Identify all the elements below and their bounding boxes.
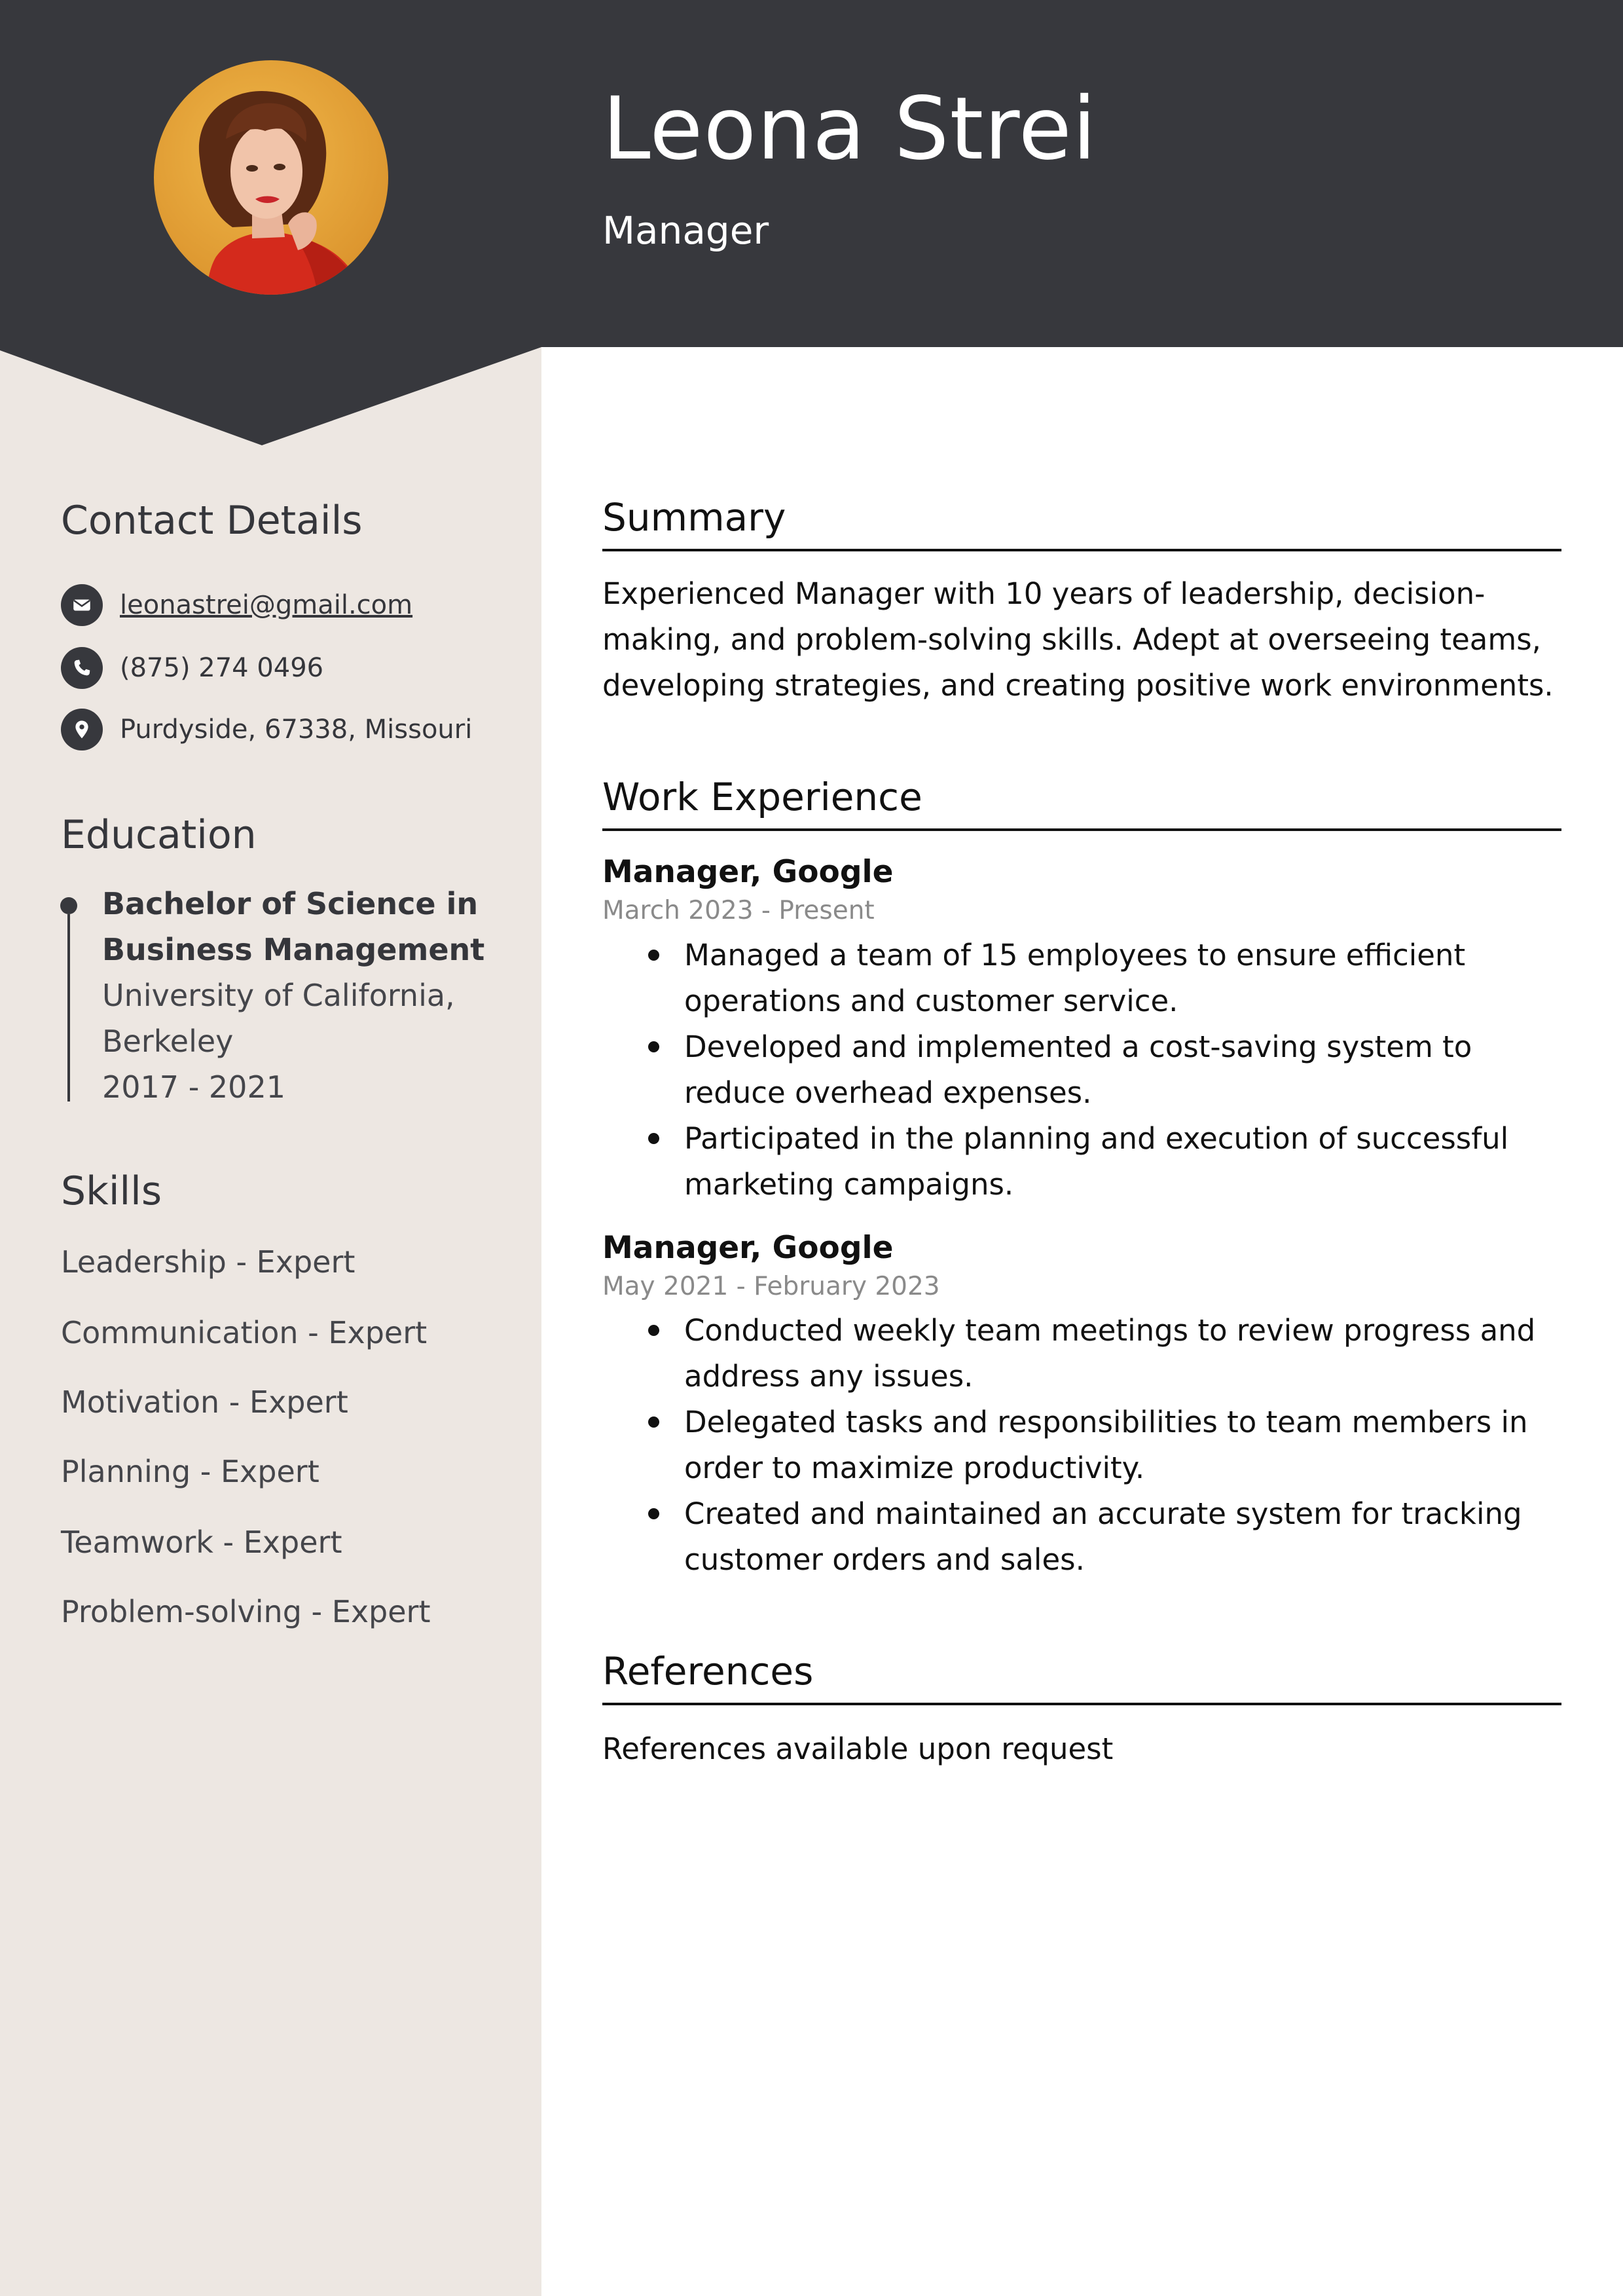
education-degree: Bachelor of Science in Business Management — [102, 886, 485, 967]
education-years: 2017 - 2021 — [102, 1069, 285, 1105]
skill-item: Planning - Expert — [61, 1454, 319, 1489]
references-heading: References — [602, 1649, 814, 1694]
job-bullet: Developed and implemented a cost-saving system to reduce overhead expenses. — [602, 1024, 1561, 1116]
work-divider — [602, 828, 1561, 831]
skill-item: Problem-solving - Expert — [61, 1594, 431, 1629]
candidate-name: Leona Strei — [602, 79, 1097, 179]
summary-heading: Summary — [602, 495, 786, 540]
job-bullet-list — [602, 1308, 1561, 1583]
job-dates: March 2023 - Present — [602, 896, 875, 925]
summary-text: Experienced Manager with 10 years of leadership, decision-making, and problem-solving skills. Adept at overseeing teams, developing strategies, and creating positive work environments. — [602, 576, 1554, 703]
job-title: Manager, Google — [602, 854, 894, 890]
contact-heading: Contact Details — [61, 498, 363, 544]
location-pin-icon — [61, 709, 103, 750]
envelope-icon — [61, 584, 103, 626]
education-school: University of California, Berkeley — [102, 978, 455, 1059]
timeline-dot — [60, 897, 77, 914]
job-bullet: Delegated tasks and responsibilities to team members in order to maximize productivity. — [602, 1399, 1561, 1491]
profile-photo — [154, 60, 388, 295]
education-heading: Education — [61, 812, 257, 858]
references-text: References available upon request — [602, 1731, 1114, 1766]
job-bullet: Created and maintained an accurate system for tracking customer orders and sales. — [602, 1491, 1561, 1583]
phone-number: (875) 274 0496 — [120, 653, 324, 683]
contact-address-row — [61, 709, 472, 750]
skills-heading: Skills — [61, 1168, 162, 1214]
phone-icon — [61, 647, 103, 689]
address-text: Purdyside, 67338, Missouri — [120, 714, 473, 745]
email-link[interactable]: leonastrei@gmail.com — [120, 590, 413, 620]
skill-item: Leadership - Expert — [61, 1244, 356, 1280]
timeline-line — [67, 914, 70, 1102]
references-divider — [602, 1703, 1561, 1705]
job-dates: May 2021 - February 2023 — [602, 1272, 940, 1301]
job-bullet: Participated in the planning and execution of successful marketing campaigns. — [602, 1116, 1561, 1208]
candidate-title: Manager — [602, 208, 769, 253]
contact-email-row — [61, 584, 412, 626]
job-bullet: Conducted weekly team meetings to review progress and address any issues. — [602, 1308, 1561, 1399]
summary-divider — [602, 549, 1561, 551]
job-bullet-list — [602, 933, 1561, 1208]
skill-item: Teamwork - Expert — [61, 1525, 342, 1560]
skill-item: Communication - Expert — [61, 1315, 428, 1350]
work-heading: Work Experience — [602, 775, 922, 819]
job-bullet: Managed a team of 15 employees to ensure efficient operations and customer service. — [602, 933, 1561, 1024]
contact-phone-row — [61, 647, 323, 689]
skill-item: Motivation - Expert — [61, 1384, 348, 1420]
job-title: Manager, Google — [602, 1230, 894, 1266]
portrait-illustration — [154, 60, 388, 295]
